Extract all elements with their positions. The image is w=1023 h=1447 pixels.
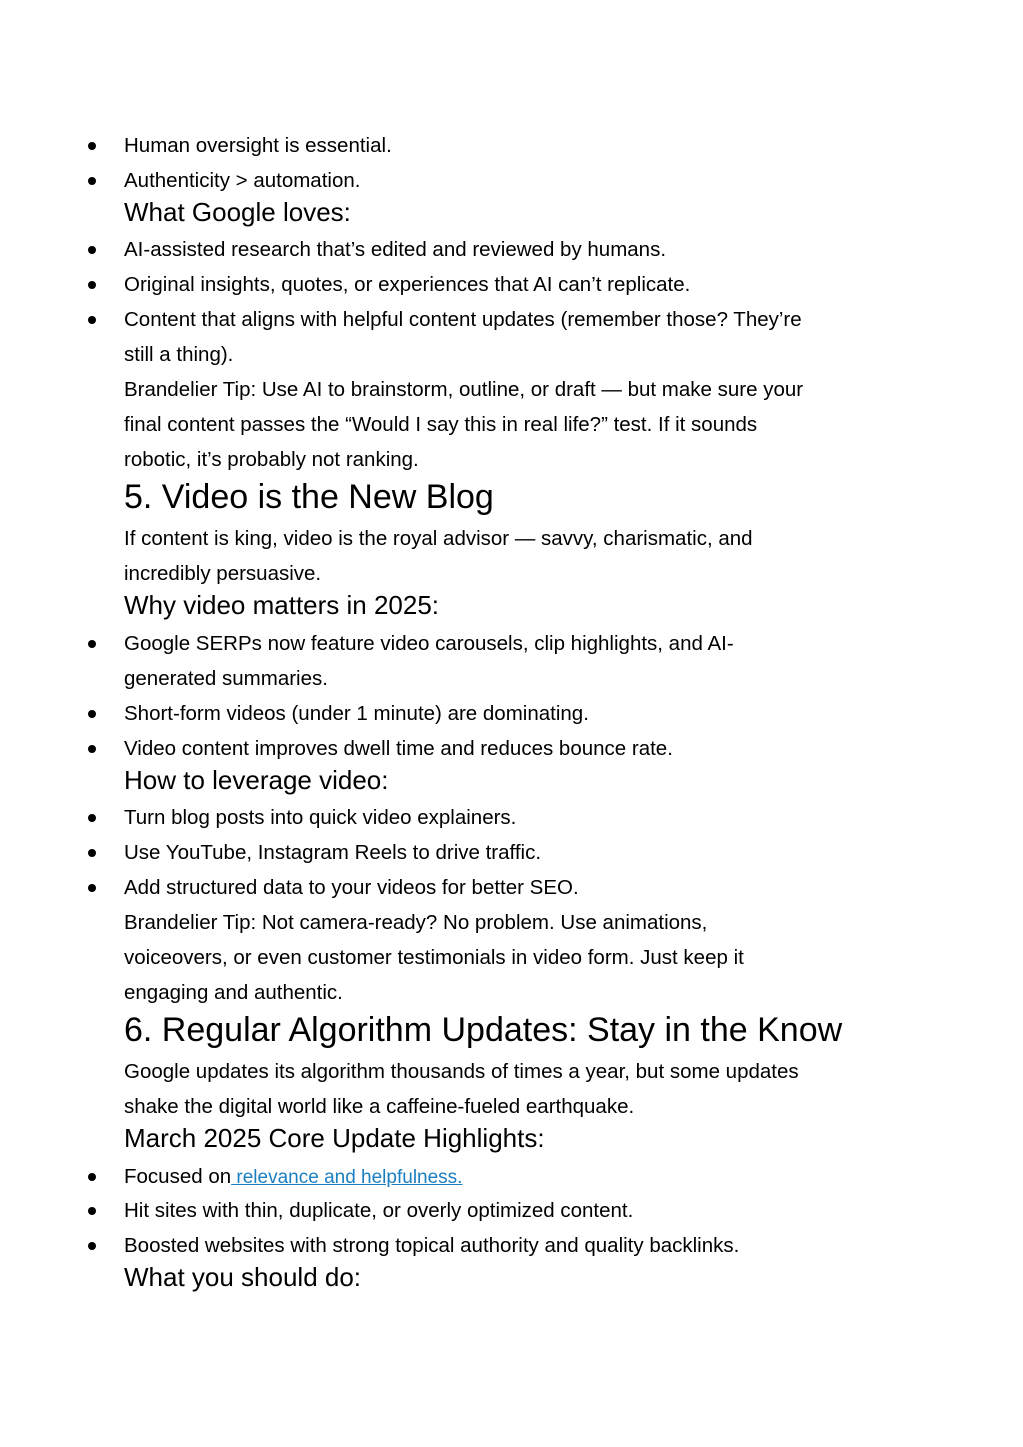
relevance-helpfulness-link[interactable]: relevance and helpfulness. — [231, 1167, 463, 1188]
list-item-continuation: generated summaries. — [124, 667, 328, 690]
bullet-dot — [88, 1207, 96, 1215]
bullet-dot — [88, 177, 96, 185]
bullet-dot — [88, 640, 96, 648]
section-6-heading: 6. Regular Algorithm Updates: Stay in the Know — [124, 1011, 843, 1049]
bullet-dot — [88, 316, 96, 324]
list-item: Short-form videos (under 1 minute) are dominating. — [124, 702, 589, 725]
list-item: Boosted websites with strong topical authority and quality backlinks. — [124, 1234, 740, 1257]
list-item: Hit sites with thin, duplicate, or overly optimized content. — [124, 1199, 634, 1222]
bullet-dot — [88, 246, 96, 254]
tip-paragraph-line: voiceovers, or even customer testimonials in video form. Just keep it — [124, 946, 744, 969]
list-item: Original insights, quotes, or experiences that AI can’t replicate. — [124, 273, 691, 296]
list-item: Content that aligns with helpful content updates (remember those? They’re — [124, 308, 802, 331]
list-item — [124, 1159, 462, 1195]
list-item: Authenticity > automation. — [124, 169, 361, 192]
section-5-intro-line: If content is king, video is the royal advisor — savvy, charismatic, and — [124, 527, 753, 550]
subheading-google-loves: What Google loves: — [124, 197, 351, 227]
bullet-dot — [88, 710, 96, 718]
list-item: Human oversight is essential. — [124, 134, 392, 157]
list-item: Add structured data to your videos for better SEO. — [124, 876, 579, 899]
bullet-dot — [88, 814, 96, 822]
list-item-text: Focused on — [124, 1165, 232, 1188]
section-6-intro-line: Google updates its algorithm thousands of times a year, but some updates — [124, 1060, 799, 1083]
subheading-march-update: March 2025 Core Update Highlights: — [124, 1123, 545, 1153]
tip-paragraph-line: Brandelier Tip: Use AI to brainstorm, outline, or draft — but make sure your — [124, 378, 804, 401]
list-item: Use YouTube, Instagram Reels to drive traffic. — [124, 841, 542, 864]
bullet-dot — [88, 1173, 96, 1181]
tip-paragraph-line: engaging and authentic. — [124, 981, 343, 1004]
list-item: AI-assisted research that’s edited and reviewed by humans. — [124, 238, 667, 261]
section-5-heading: 5. Video is the New Blog — [124, 478, 494, 516]
subheading-why-video: Why video matters in 2025: — [124, 590, 440, 620]
tip-paragraph-line: robotic, it’s probably not ranking. — [124, 448, 419, 471]
list-item: Video content improves dwell time and reduces bounce rate. — [124, 737, 673, 760]
subheading-what-to-do: What you should do: — [124, 1262, 362, 1292]
list-item-continuation: still a thing). — [124, 343, 234, 366]
list-item: Turn blog posts into quick video explainers. — [124, 806, 517, 829]
subheading-how-video: How to leverage video: — [124, 765, 389, 795]
bullet-dot — [88, 281, 96, 289]
section-6-intro-line: shake the digital world like a caffeine-fueled earthquake. — [124, 1095, 635, 1118]
section-5-intro-line: incredibly persuasive. — [124, 562, 322, 585]
bullet-dot — [88, 1242, 96, 1250]
bullet-dot — [88, 142, 96, 150]
bullet-dot — [88, 884, 96, 892]
tip-paragraph-line: final content passes the “Would I say this in real life?” test. If it sounds — [124, 413, 758, 436]
bullet-dot — [88, 849, 96, 857]
bullet-dot — [88, 745, 96, 753]
tip-paragraph-line: Brandelier Tip: Not camera-ready? No problem. Use animations, — [124, 911, 708, 934]
list-item: Google SERPs now feature video carousels, clip highlights, and AI- — [124, 632, 734, 655]
